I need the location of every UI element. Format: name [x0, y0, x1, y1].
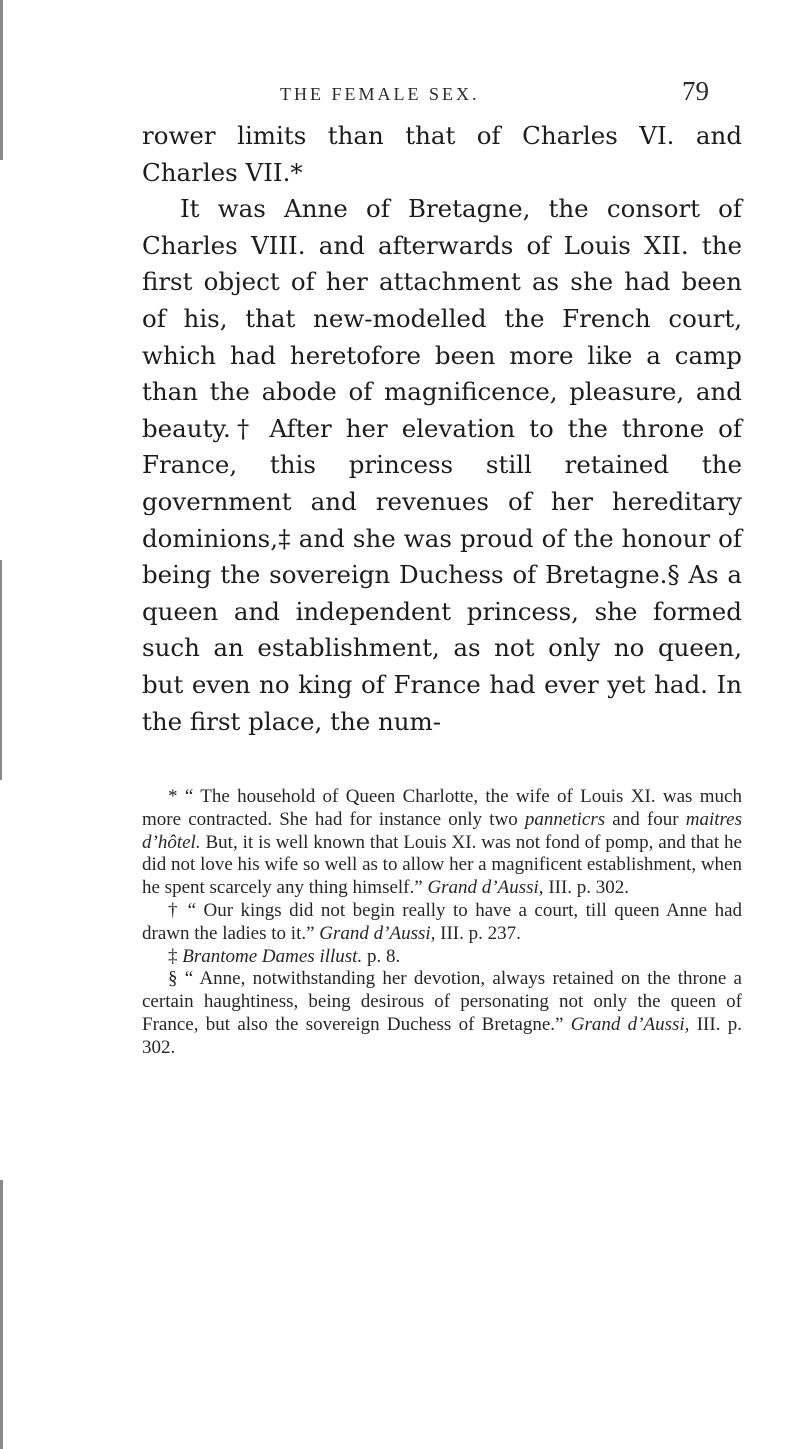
paragraph-anne-of-bretagne: It was Anne of Bretagne, the consort of Charles VIII. and afterwards of Louis XII. the first object of her attachment as she had been of his, that new-modelled the French court, which had heretofore been more like a camp than the abode of magnificence, pleasure, and beauty.† After her elevation to the throne of France, this princess still retained the government and revenues of her hereditary dominions,‡ and she was proud of the honour of being the sovereign Duchess of Bretagne.§ As a queen and independent princess, she formed such an establishment, as not only no queen, but even no king of France had ever yet had. In the first place, the num- — [142, 194, 742, 736]
footnotes — [142, 786, 742, 1060]
footnote-star: * “ The household of Queen Charlotte, the wife of Louis XI. was much more contracted. She had for instance only two panneticrs and four maitres d’hôtel. But, it is well known that Louis XI. was not fond of pomp, and that he did not love his wife so well as to allow her a magnificent establishment, when he spent scarcely any thing himself.” Grand d’Aussi, III. p. 302. — [142, 786, 743, 899]
scan-edge-middle — [0, 560, 2, 780]
scan-edge-bottom — [0, 1180, 3, 1449]
footnote-section: § “ Anne, notwithstanding her devotion, always retained on the throne a certain haughtiness, being desirous of personating not only the queen of France, but also the sovereign Duchess of Bretagne.” Grand d’Aussi, III. p. 302. — [142, 968, 742, 1058]
paragraph-continued: rower limits than that of Charles VI. and Charles VII.* — [142, 121, 742, 187]
page-number: 79 — [682, 76, 709, 106]
main-text — [142, 118, 742, 740]
running-title: THE FEMALE SEX. — [280, 84, 480, 104]
footnote-double-dagger: ‡ Brantome Dames illust. p. 8. — [168, 945, 401, 967]
footnote-dagger: † “ Our kings did not begin really to have a court, till queen Anne had drawn the ladies to it.” Grand d’Aussi, III. p. 237. — [142, 899, 742, 944]
page-header — [0, 74, 800, 114]
